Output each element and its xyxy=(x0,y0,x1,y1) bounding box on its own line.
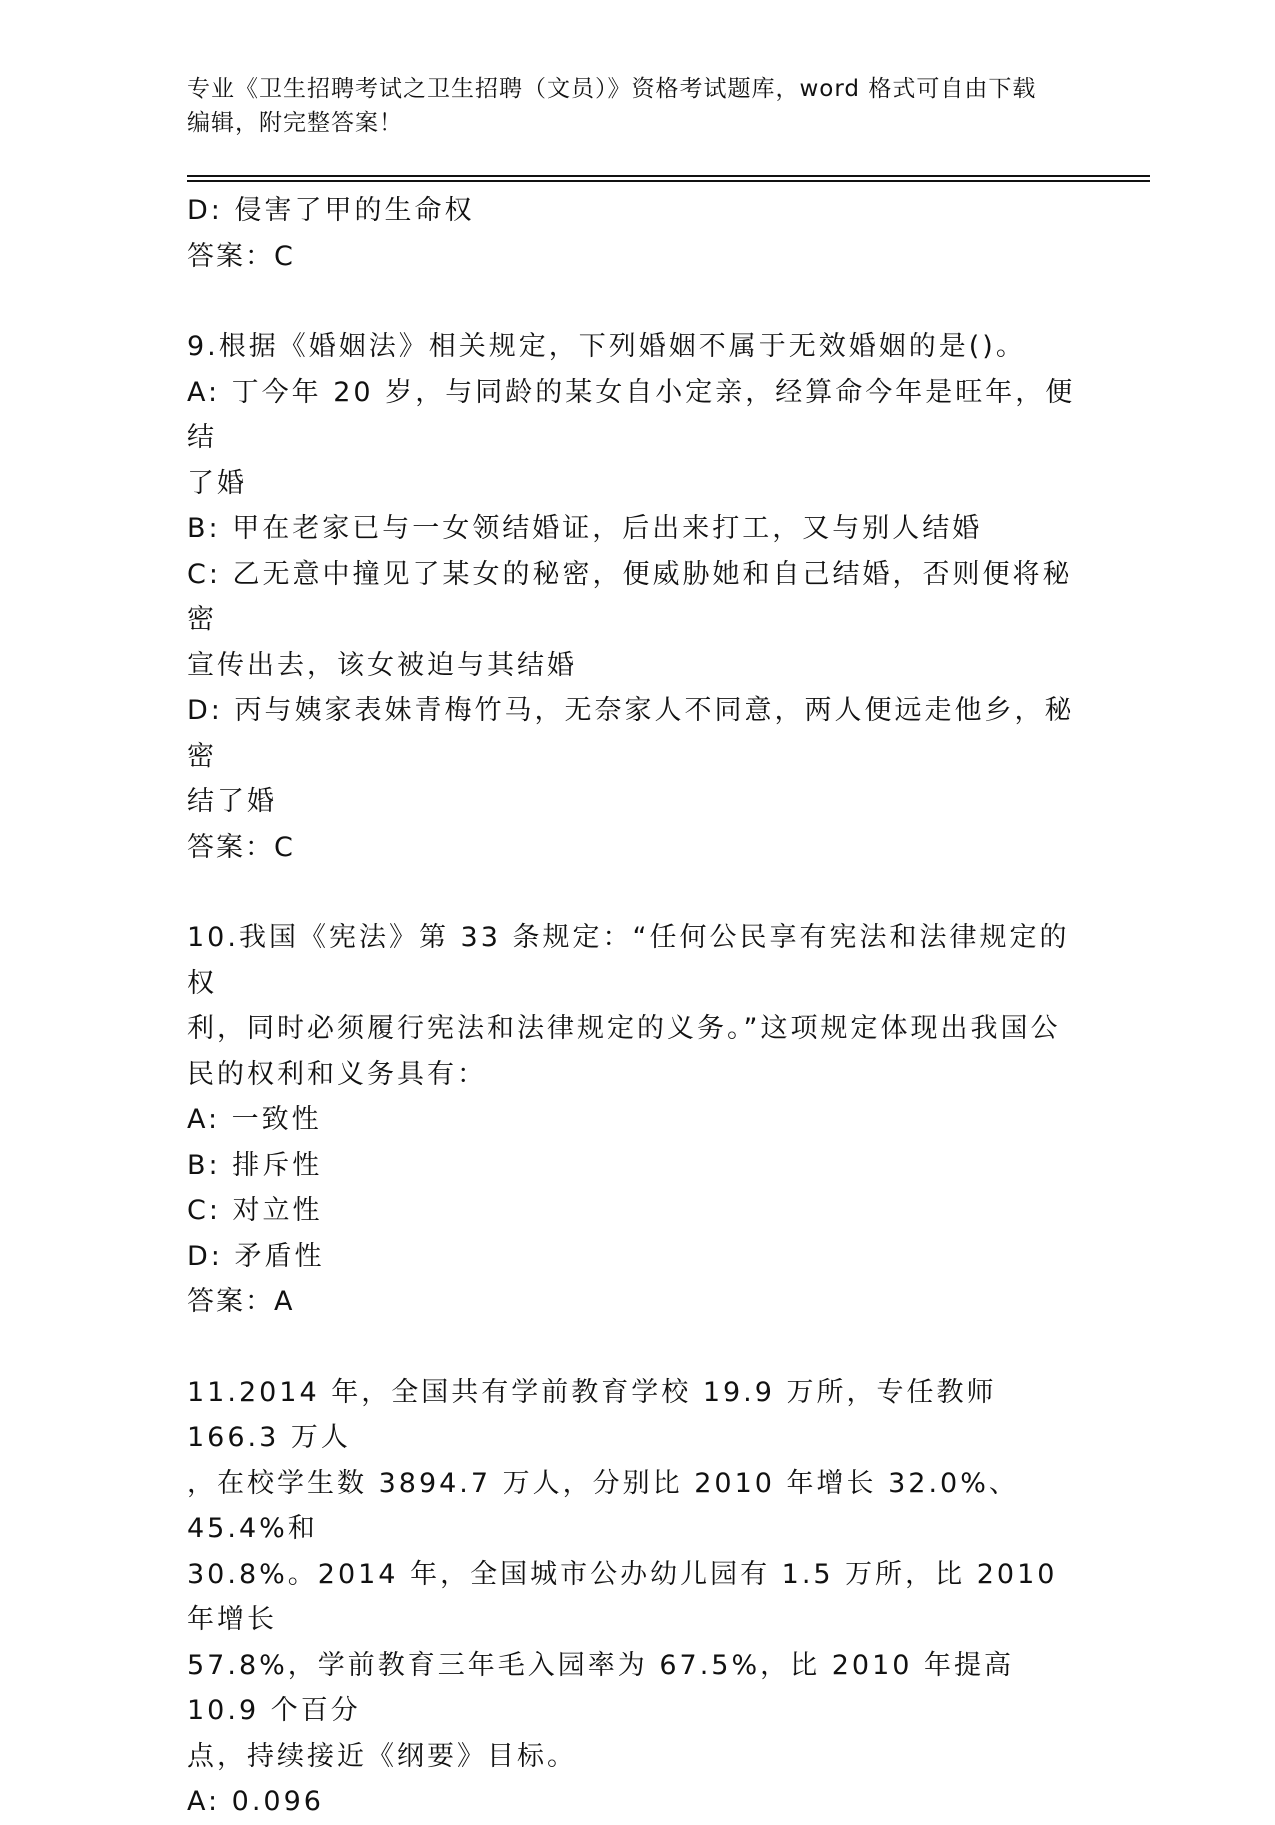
answer-line: 答案：C xyxy=(187,831,295,863)
question-content xyxy=(187,188,1077,1825)
question-stem: 9.根据《婚姻法》相关规定，下列婚姻不属于无效婚姻的是()。 xyxy=(187,331,1026,362)
question-stem: 11.2014 年，全国共有学前教育学校 19.9 万所，专任教师 166.3 万人 xyxy=(187,1376,1009,1453)
option-c-continued: 宣传出去，该女被迫与其结婚 xyxy=(187,649,577,681)
question-stem-continued: 利，同时必须履行宪法和法律规定的义务。”这项规定体现出我国公 xyxy=(187,1013,1061,1044)
option-b: B: 甲在老家已与一女领结婚证，后出来打工，又与别人结婚 xyxy=(187,513,983,544)
page-header xyxy=(187,72,1067,140)
spacer xyxy=(187,1325,1077,1370)
answer-line: 答案：A xyxy=(187,1286,295,1317)
question-9 xyxy=(187,324,1077,870)
question-stem-continued: 民的权利和义务具有： xyxy=(187,1058,487,1090)
spacer xyxy=(187,279,1077,324)
option-d: D: 丙与姨家表妹青梅竹马，无奈家人不同意，两人便远走他乡，秘密 xyxy=(187,695,1075,772)
spacer xyxy=(187,870,1077,915)
option-a: A: 丁今年 20 岁，与同龄的某女自小定亲，经算命今年是旺年，便结 xyxy=(187,376,1076,453)
question-11 xyxy=(187,1370,1077,1825)
option-d-continued: 结了婚 xyxy=(187,786,277,817)
question-stem-continued: 57.8%，学前教育三年毛入园率为 67.5%，比 2010 年提高 10.9 个百分 xyxy=(187,1649,1026,1726)
question-stem: 10.我国《宪法》第 33 条规定：“任何公民享有宪法和法律规定的权 xyxy=(187,922,1070,999)
header-line-2: 编辑，附完整答案！ xyxy=(187,110,403,136)
option-c: C: 乙无意中撞见了某女的秘密，便威胁她和自己结婚，否则便将秘密 xyxy=(187,558,1073,635)
question-stem-continued: ，在校学生数 3894.7 万人，分别比 2010 年增长 32.0%、45.4%和 xyxy=(187,1467,1019,1544)
option-b: B: 排斥性 xyxy=(187,1149,323,1181)
option-d: D: 矛盾性 xyxy=(187,1240,325,1272)
header-line-1: 专业《卫生招聘考试之卫生招聘（文员）》资格考试题库，word 格式可自由下载 xyxy=(187,76,1037,102)
option-d: D: 侵害了甲的生命权 xyxy=(187,195,475,226)
option-a: A: 一致性 xyxy=(187,1104,322,1135)
option-a-continued: 了婚 xyxy=(187,467,247,499)
header-rule-top xyxy=(187,175,1150,177)
question-stem-continued: 30.8%。2014 年，全国城市公办幼儿园有 1.5 万所，比 2010 年增长 xyxy=(187,1558,1070,1635)
previous-question-tail xyxy=(187,188,1077,279)
answer-line: 答案：C xyxy=(187,240,295,272)
header-rule-bottom xyxy=(187,180,1150,182)
option-a: A: 0.096 xyxy=(187,1786,324,1817)
question-stem-continued: 点，持续接近《纲要》目标。 xyxy=(187,1740,577,1772)
option-c: C: 对立性 xyxy=(187,1195,323,1226)
question-10 xyxy=(187,915,1077,1325)
